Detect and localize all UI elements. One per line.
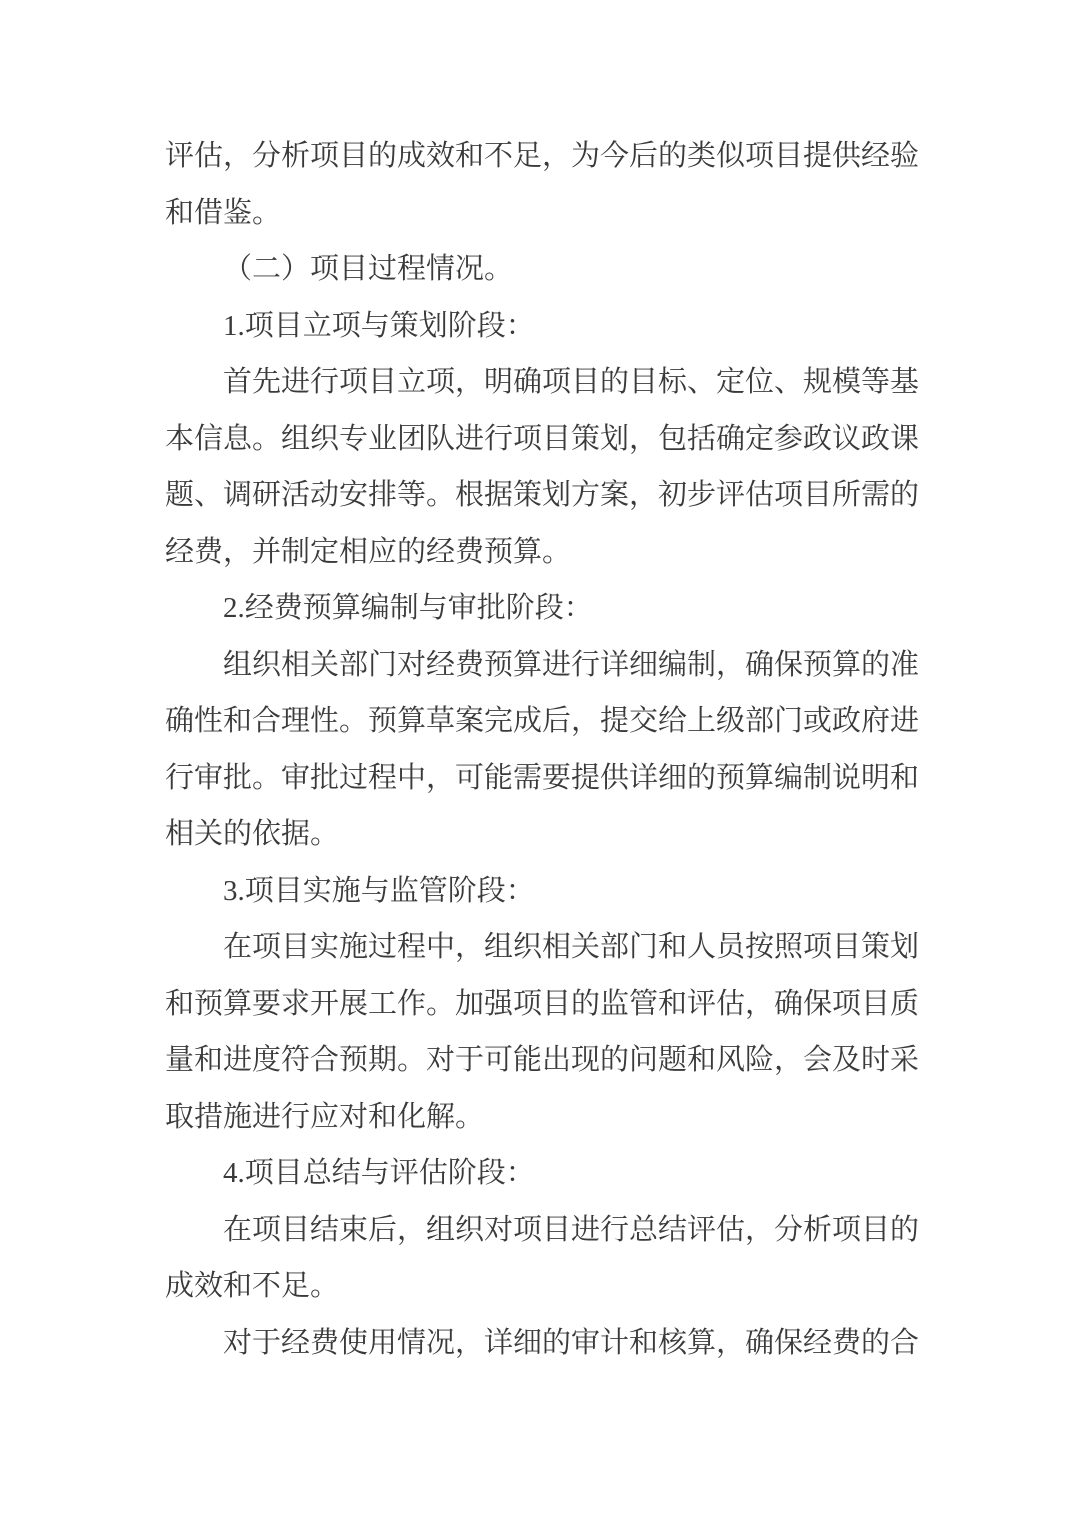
paragraph: 首先进行项目立项，明确项目的目标、定位、规模等基本信息。组织专业团队进行项目策划，包括确定参政议政课题、调研活动安排等。根据策划方案，初步评估项目所需的经费，并制定相应的经费预算。 — [165, 366, 920, 568]
paragraph: 3.项目实施与监管阶段： — [223, 874, 535, 907]
paragraph: 4.项目总结与评估阶段： — [223, 1157, 535, 1189]
paragraph: 2.经费预算编制与审批阶段： — [223, 592, 593, 624]
paragraph: 在项目实施过程中，组织相关部门和人员按照项目策划和预算要求开展工作。加强项目的监管和评估，确保项目质量和进度符合预期。对于可能出现的问题和风险，会及时采取措施进行应对和化解。 — [165, 931, 920, 1133]
paragraph: 评估，分析项目的成效和不足，为今后的类似项目提供经验和借鉴。 — [165, 140, 920, 229]
paragraph: （二）项目过程情况。 — [223, 253, 514, 285]
paragraph: 在项目结束后，组织对项目进行总结评估，分析项目的成效和不足。 — [165, 1213, 920, 1302]
paragraph: 组织相关部门对经费预算进行详细编制，确保预算的准确性和合理性。预算草案完成后，提交给上级部门或政府进行审批。审批过程中，可能需要提供详细的预算编制说明和相关的依据。 — [165, 648, 920, 850]
document-body-text — [165, 128, 919, 1371]
paragraph: 1.项目立项与策划阶段： — [223, 309, 535, 342]
paragraph: 对于经费使用情况，详细的审计和核算，确保经费的合 — [223, 1326, 920, 1359]
